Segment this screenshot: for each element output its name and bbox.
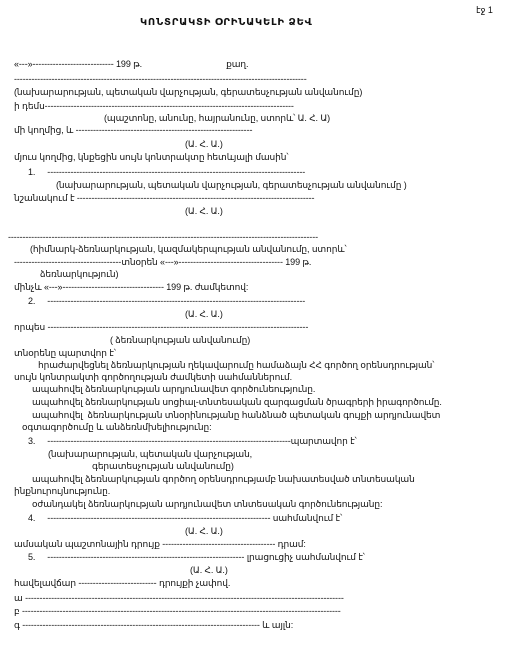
clause-1-line: 1. ----------------------------------------------------------------------------------------- — [28, 167, 306, 177]
bonus-line: հավելավճար --------------------------- դրույքի չափով. — [14, 578, 231, 588]
clause-1-caption: (նախարարության, պետական վարչության, գերատեսչության անվանումը ) — [56, 180, 407, 190]
item-b-line: բ -------------------------------------------------------------------------------------------------------------- — [14, 606, 341, 616]
clause-3-caption-cont: գերատեսչության անվանումը) — [92, 461, 234, 471]
term-line: մինչև «---»----------------------------------- 199 թ. ժամկետով: — [14, 282, 249, 292]
clause-3-caption: (նախարարության, պետական վարչության, — [48, 449, 253, 459]
ministry-duty-2: օժանդակել ձեռնարկության արդյունավետ տնտեսական գործունեությանը: — [32, 499, 383, 509]
duty-4: ապահովել ձեռնարկության տնօրինությանը հանձնած պետական գույքի արդյունավետ — [32, 410, 441, 420]
ministry-blank: ----------------------------------------------------------------------------------------------------- — [14, 74, 307, 84]
appoints-line: նշանակում է ---------------------------------------------------------------------------------- — [14, 193, 315, 203]
date-city-line: «---»---------------------------- 199 թ. քաղ. — [14, 59, 249, 69]
clause-4-line: 4. ----------------------------------------------------------------------------- սահմանվում է՝ — [28, 513, 343, 523]
duty-2: ապահովել ձեռնարկության արդյունավետ գործունեությունը. — [32, 384, 316, 394]
one-side-line: մի կողմից, և ------------------------------------------------------------- — [14, 125, 253, 135]
contract-intro: մյուս կողմից, կնքեցին սույն կոնտրակտը հետևյալի մասին՝ — [14, 152, 289, 162]
director-date-line: -------------------------------------տնօրեն «---»------------------------------------ 199 թ. — [14, 257, 312, 267]
ministry-caption: (նախարարության, պետական վարչության, գերատեսչության անվանումը) — [14, 87, 363, 97]
clause-2-line: 2. ----------------------------------------------------------------------------------------- — [28, 296, 306, 306]
enterprise-caption-end: ձեռնարկություն) — [40, 269, 119, 279]
name-caption: (Ա. Հ. Ա.) — [185, 309, 223, 319]
represented-by-line: ի դեմս-------------------------------------------------------------------------------------- — [14, 101, 294, 111]
salary-line: ամսական պաշտոնային դրույք --------------------------------------- դրամ: — [14, 539, 306, 549]
name-caption: (Ա. Հ. Ա.) — [190, 565, 228, 575]
duty-1-cont: սույն կոնտրակտի գործողության ժամկետի սահմաններում. — [14, 372, 293, 382]
enterprise-name-caption: ( ձեռնարկության անվանումը) — [110, 335, 251, 345]
enterprise-blank: ----------------------------------------------------------------------------------------------------------- — [8, 232, 318, 242]
clause-3-line: 3. ------------------------------------------------------------------------------------պարտավոր է՝ — [28, 436, 357, 446]
director-obliged: տնօրենը պարտվոր է՝ — [14, 348, 116, 358]
enterprise-caption: (հիմնարկ-ձեռնարկության, կազմակերպության անվանումը, ստորև՝ — [30, 244, 347, 254]
name-caption: (Ա. Հ. Ա.) — [185, 139, 223, 149]
ministry-duty-1: ապահովել ձեռնարկության գործող օրենսդրությամբ նախատեսված տնտեսական — [32, 474, 415, 484]
duty-4-cont: օգտագործումը և անձեռնմխելիությունը: — [22, 422, 212, 432]
duty-3: ապահովել ձեռնարկության սոցիալ-տնտեսական զարգացման ծրագրերի իրագործումը. — [32, 397, 442, 407]
duty-1: հրաժարվեցնել ձեռնարկության ղեկավարումը համաձայն ՀՀ գործող օրենսդրության՝ — [38, 360, 435, 370]
name-caption: (Ա. Հ. Ա.) — [185, 206, 223, 216]
as-line: որպես ------------------------------------------------------------------------------------------ — [14, 322, 309, 332]
document-title: ԿՈՆՏՐԱԿՏԻ ՕՐԻՆԱԿԵԼԻ ՁԵՎ — [140, 17, 313, 28]
item-c-line: գ ---------------------------------------------------------------------------------- և այլն: — [14, 620, 294, 630]
ministry-duty-1-cont: ինքնուրույնությունը. — [14, 486, 111, 496]
clause-5-line: 5. -------------------------------------------------------------------- լրացուցիչ սահմանվում է՝ — [28, 552, 365, 562]
position-caption: (պաշտոնը, անունը, հայրանունը, ստորև՝ Ա. Հ. Ա) — [104, 113, 331, 123]
page-number: էջ 1 — [476, 5, 493, 15]
name-caption: (Ա. Հ. Ա.) — [185, 526, 223, 536]
item-a-line: ա -------------------------------------------------------------------------------------------------------------- — [14, 593, 344, 603]
